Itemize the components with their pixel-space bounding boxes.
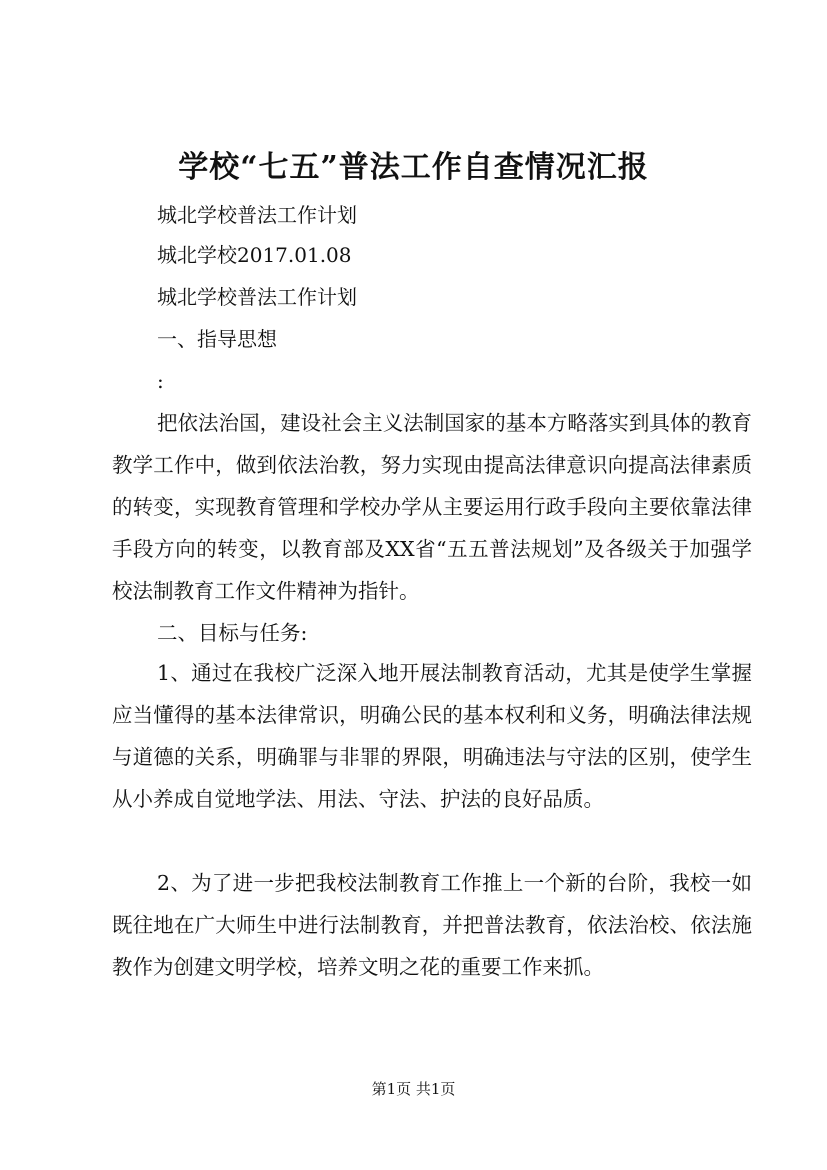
school-date-line: 城北学校2017.01.08 (157, 243, 352, 267)
plan-heading-2: 城北学校普法工作计划 (157, 285, 357, 309)
paragraph-goal-2: 2、为了进一步把我校法制教育工作推上一个新的台阶，我校一如既往地在广大师生中进行法制教育，并把普法教育，依法治校、依法施教作为创建文明学校，培养文明之花的重要工作来抓。 (112, 871, 752, 979)
plan-heading-1: 城北学校普法工作计划 (157, 203, 357, 227)
paragraph-guiding-principle: 把依法治国，建设社会主义法制国家的基本方略落实到具体的教育教学工作中，做到依法治教，努力实现由提高法律意识向提高法律素质的转变，实现教育管理和学校办学从主要运用行政手段向主要依靠法律手段方向的转变，以教育部及XX省“五五普法规划”及各级关于加强学校法制教育工作文件精神为指针。 (112, 411, 752, 603)
colon-line: : (157, 369, 164, 393)
section-heading-guiding-thought: 一、指导思想 (157, 327, 277, 351)
document-title: 学校“七五”普法工作自查情况汇报 (178, 150, 649, 185)
section-heading-goals: 二、目标与任务: (157, 621, 308, 645)
page-footer: 第1页 共1页 (371, 1080, 456, 1098)
paragraph-goal-1: 1、通过在我校广泛深入地开展法制教育活动，尤其是使学生掌握应当懂得的基本法律常识，明确公民的基本权利和义务，明确法律法规与道德的关系，明确罪与非罪的界限，明确违法与守法的区别，使学生从小养成自觉地学法、用法、守法、护法的良好品质。 (112, 661, 752, 811)
